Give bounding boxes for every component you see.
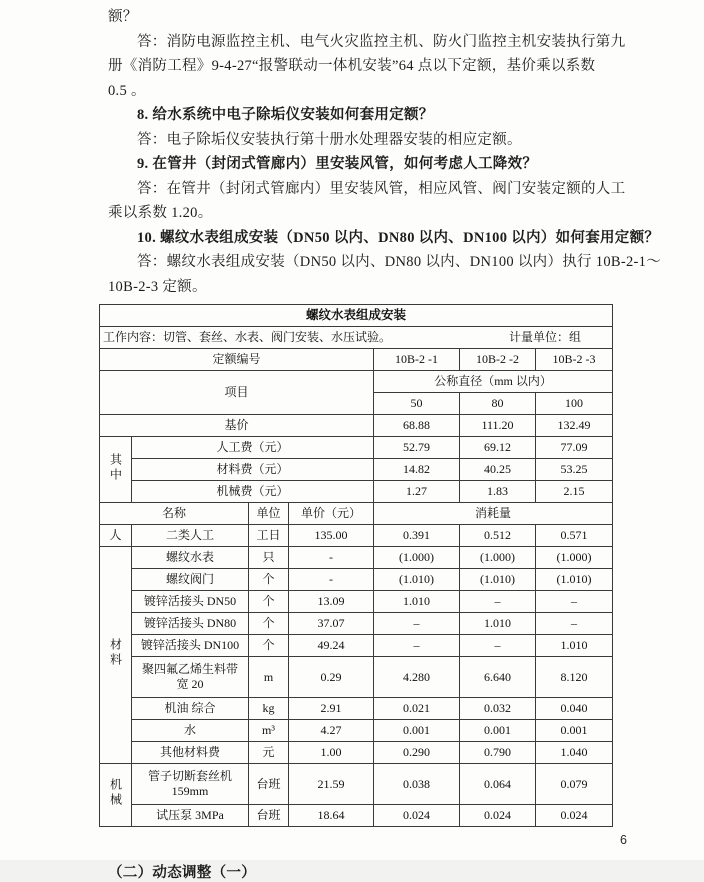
question-10-heading: 10. 螺纹水表组成安装（DN50 以内、DN80 以内、DN100 以内）如何套用定额？ bbox=[137, 229, 660, 246]
work-content-row bbox=[100, 327, 613, 349]
diameter-50: 50 bbox=[374, 393, 460, 415]
row-v2: 0.790 bbox=[460, 742, 536, 764]
row-v2: – bbox=[460, 635, 536, 657]
answer-10-line2: 10B-2-3 定额。 bbox=[108, 278, 207, 295]
row-v1: – bbox=[374, 635, 460, 657]
row-name: 镀锌活接头 DN80 bbox=[132, 613, 249, 635]
row-v3: 0.040 bbox=[536, 698, 613, 720]
row-unit: 个 bbox=[249, 635, 289, 657]
row-v1: (1.000) bbox=[374, 547, 460, 569]
row-price: 1.00 bbox=[289, 742, 374, 764]
table-row bbox=[100, 547, 613, 569]
material-cost-3: 53.25 bbox=[536, 459, 613, 481]
body-line: 0.5 。 bbox=[108, 82, 146, 99]
material-group-cell bbox=[100, 547, 132, 764]
table-row bbox=[100, 591, 613, 613]
row-price: - bbox=[289, 569, 374, 591]
row-name: 机油 综合 bbox=[132, 698, 249, 720]
quota-code-2: 10B-2 -2 bbox=[460, 349, 536, 371]
row-name: 其他材料费 bbox=[132, 742, 249, 764]
row-v2: (1.000) bbox=[460, 547, 536, 569]
body-line: 答：消防电源监控主机、电气火灾监控主机、防火门监控主机安装执行第九 bbox=[137, 33, 626, 50]
machine-cost-1: 1.27 bbox=[374, 481, 460, 503]
row-v1: 0.024 bbox=[374, 805, 460, 827]
machine-group-cell bbox=[100, 764, 132, 827]
answer-9-line1: 答：在管井（封闭式管廊内）里安装风管，相应风管、阀门安装定额的人工 bbox=[137, 180, 626, 197]
labor-group-label: 人 bbox=[100, 525, 132, 547]
row-name: 螺纹水表 bbox=[132, 547, 249, 569]
table-row bbox=[100, 613, 613, 635]
row-name: 镀锌活接头 DN100 bbox=[132, 635, 249, 657]
row-v3: 1.040 bbox=[536, 742, 613, 764]
row-v2: 0.064 bbox=[460, 764, 536, 805]
labor-cost-row bbox=[100, 437, 613, 459]
row-v2: 0.512 bbox=[460, 525, 536, 547]
row-price: 2.91 bbox=[289, 698, 374, 720]
base-price-row bbox=[100, 415, 613, 437]
among-label: 其中 bbox=[108, 452, 123, 483]
page-content bbox=[99, 5, 662, 882]
row-v2: 0.024 bbox=[460, 805, 536, 827]
machine-cost-3: 2.15 bbox=[536, 481, 613, 503]
diameter-80: 80 bbox=[460, 393, 536, 415]
diameter-header-row bbox=[100, 371, 613, 393]
row-name: 镀锌活接头 DN50 bbox=[132, 591, 249, 613]
quota-code-1: 10B-2 -1 bbox=[374, 349, 460, 371]
work-content-cell bbox=[100, 327, 613, 349]
machine-group-label: 机械 bbox=[108, 778, 123, 808]
name-header: 名称 bbox=[100, 503, 249, 525]
row-v3: (1.010) bbox=[536, 569, 613, 591]
material-cost-label: 材料费（元） bbox=[132, 459, 374, 481]
material-cost-row bbox=[100, 459, 613, 481]
item-label: 项目 bbox=[100, 371, 374, 415]
row-v3: 0.079 bbox=[536, 764, 613, 805]
labor-cost-2: 69.12 bbox=[460, 437, 536, 459]
row-price: - bbox=[289, 547, 374, 569]
page-number: 6 bbox=[620, 833, 627, 847]
body-text bbox=[99, 5, 662, 299]
row-v1: 0.290 bbox=[374, 742, 460, 764]
row-unit: 元 bbox=[249, 742, 289, 764]
quota-code-3: 10B-2 -3 bbox=[536, 349, 613, 371]
quota-code-row bbox=[100, 349, 613, 371]
row-v3: – bbox=[536, 591, 613, 613]
unit-header: 单位 bbox=[249, 503, 289, 525]
machine-cost-2: 1.83 bbox=[460, 481, 536, 503]
row-v3: 1.010 bbox=[536, 635, 613, 657]
table-row bbox=[100, 805, 613, 827]
row-v1: 0.021 bbox=[374, 698, 460, 720]
row-unit: 个 bbox=[249, 569, 289, 591]
row-v2: – bbox=[460, 591, 536, 613]
row-name: 螺纹阀门 bbox=[132, 569, 249, 591]
price-header: 单价（元） bbox=[289, 503, 374, 525]
row-unit: 工日 bbox=[249, 525, 289, 547]
row-v3: 0.001 bbox=[536, 720, 613, 742]
row-v2: 0.032 bbox=[460, 698, 536, 720]
answer-9-line2: 乘以系数 1.20。 bbox=[108, 205, 213, 221]
machine-cost-row bbox=[100, 481, 613, 503]
row-unit: 个 bbox=[249, 613, 289, 635]
diameter-header: 公称直径（mm 以内） bbox=[374, 371, 613, 393]
row-v3: 0.571 bbox=[536, 525, 613, 547]
row-v2: 0.001 bbox=[460, 720, 536, 742]
quota-code-label: 定额编号 bbox=[100, 349, 374, 371]
table-row bbox=[100, 657, 613, 698]
row-price: 13.09 bbox=[289, 591, 374, 613]
row-unit: m bbox=[249, 657, 289, 698]
table-title-row bbox=[100, 305, 613, 327]
table-row bbox=[100, 764, 613, 805]
material-group-label: 材料 bbox=[108, 638, 123, 668]
labor-cost-label: 人工费（元） bbox=[132, 437, 374, 459]
table-row bbox=[100, 525, 613, 547]
row-unit: 台班 bbox=[249, 805, 289, 827]
quota-table bbox=[99, 304, 613, 827]
row-v1: 0.038 bbox=[374, 764, 460, 805]
row-unit: 台班 bbox=[249, 764, 289, 805]
row-price: 135.00 bbox=[289, 525, 374, 547]
row-name: 聚四氟乙烯生料带 宽 20 bbox=[132, 657, 249, 698]
row-v3: 0.024 bbox=[536, 805, 613, 827]
row-v1: 4.280 bbox=[374, 657, 460, 698]
material-cost-1: 14.82 bbox=[374, 459, 460, 481]
table-row bbox=[100, 635, 613, 657]
material-cost-2: 40.25 bbox=[460, 459, 536, 481]
row-v1: – bbox=[374, 613, 460, 635]
labor-cost-1: 52.79 bbox=[374, 437, 460, 459]
row-price: 21.59 bbox=[289, 764, 374, 805]
row-v1: 0.391 bbox=[374, 525, 460, 547]
row-name: 水 bbox=[132, 720, 249, 742]
row-name: 二类人工 bbox=[132, 525, 249, 547]
detail-header-row bbox=[100, 503, 613, 525]
row-price: 37.07 bbox=[289, 613, 374, 635]
machine-cost-label: 机械费（元） bbox=[132, 481, 374, 503]
row-price: 4.27 bbox=[289, 720, 374, 742]
row-v3: (1.000) bbox=[536, 547, 613, 569]
body-line: 册《消防工程》9-4-27“报警联动一体机安装”64 点以下定额，基价乘以系数 bbox=[108, 58, 596, 74]
row-unit: 只 bbox=[249, 547, 289, 569]
answer-8: 答：电子除垢仪安装执行第十册水处理器安装的相应定额。 bbox=[137, 131, 522, 148]
table-row bbox=[100, 720, 613, 742]
table-row bbox=[100, 569, 613, 591]
question-8-heading: 8. 给水系统中电子除垢仪安装如何套用定额？ bbox=[137, 107, 434, 123]
base-price-label: 基价 bbox=[100, 415, 374, 437]
base-price-3: 132.49 bbox=[536, 415, 613, 437]
row-name: 管子切断套丝机 159mm bbox=[132, 764, 249, 805]
table-row bbox=[100, 698, 613, 720]
table-row bbox=[100, 742, 613, 764]
base-price-2: 111.20 bbox=[460, 415, 536, 437]
body-line: 额？ bbox=[108, 9, 138, 25]
answer-10-line1: 答：螺纹水表组成安装（DN50 以内、DN80 以内、DN100 以内）执行 10B-2-1～ bbox=[137, 254, 662, 270]
row-unit: 个 bbox=[249, 591, 289, 613]
base-price-1: 68.88 bbox=[374, 415, 460, 437]
work-content-text: 工作内容：切管、套丝、水表、阀门安装、水压试验。 bbox=[103, 330, 392, 344]
labor-cost-3: 77.09 bbox=[536, 437, 613, 459]
among-label-cell bbox=[100, 437, 132, 503]
row-price: 0.29 bbox=[289, 657, 374, 698]
consumption-header: 消耗量 bbox=[374, 503, 613, 525]
row-price: 18.64 bbox=[289, 805, 374, 827]
row-name: 试压泵 3MPa bbox=[132, 805, 249, 827]
row-v1: 1.010 bbox=[374, 591, 460, 613]
row-v3: – bbox=[536, 613, 613, 635]
row-v1: (1.010) bbox=[374, 569, 460, 591]
diameter-100: 100 bbox=[536, 393, 613, 415]
row-v2: 6.640 bbox=[460, 657, 536, 698]
table-title: 螺纹水表组成安装 bbox=[100, 305, 613, 327]
row-v3: 8.120 bbox=[536, 657, 613, 698]
row-unit: m³ bbox=[249, 720, 289, 742]
question-9-heading: 9. 在管井（封闭式管廊内）里安装风管，如何考虑人工降效？ bbox=[137, 156, 538, 172]
section-heading: （二）动态调整（一） bbox=[108, 865, 256, 881]
row-price: 49.24 bbox=[289, 635, 374, 657]
measure-unit-note: 计量单位：组 bbox=[509, 330, 582, 344]
row-v1: 0.001 bbox=[374, 720, 460, 742]
row-unit: kg bbox=[249, 698, 289, 720]
row-v2: 1.010 bbox=[460, 613, 536, 635]
row-v2: (1.010) bbox=[460, 569, 536, 591]
